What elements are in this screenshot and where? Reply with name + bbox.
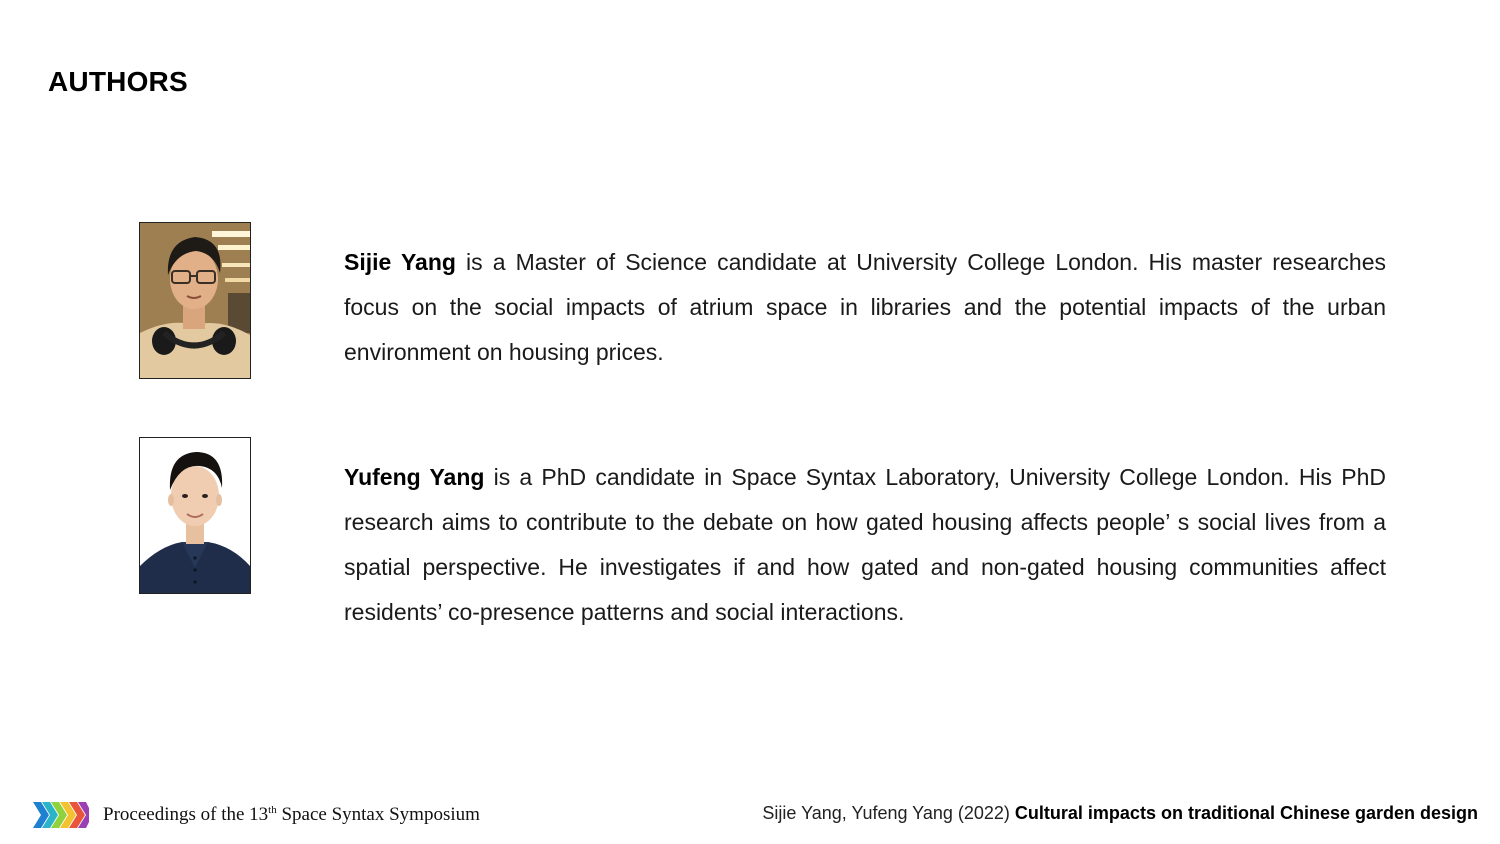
footer-proceedings — [33, 800, 480, 830]
proceedings-label — [103, 804, 480, 826]
proceedings-ordinal: th — [268, 804, 277, 816]
author-bio-text: is a PhD candidate in Space Syntax Laboratory, University College London. His PhD research aims to contribute to the debate on how gated housing affects people’ s social lives from a spatial perspective. He investigates if and how gated and non-gated housing communities affect residents’ co-presence patterns and social interactions. — [344, 464, 1386, 625]
author-bio — [344, 455, 1386, 635]
proceedings-prefix: Proceedings of the 13 — [103, 804, 269, 825]
author-name: Yufeng Yang — [344, 464, 485, 490]
author-bio-text: is a Master of Science candidate at University College London. His master researches focus on the social impacts of atrium space in libraries and the potential impacts of the urban environment on housing prices. — [344, 249, 1386, 365]
author-photo-sijie-yang — [139, 222, 251, 379]
author-bio — [344, 240, 1386, 375]
author-name: Sijie Yang — [344, 249, 456, 275]
paper-title: Cultural impacts on traditional Chinese garden design — [1014, 803, 1478, 823]
page-title: AUTHORS — [48, 66, 188, 97]
footer-citation — [762, 803, 1478, 824]
citation-authors: Sijie Yang, Yufeng Yang (2022) — [762, 803, 1015, 823]
symposium-logo — [33, 800, 89, 830]
proceedings-suffix: Space Syntax Symposium — [276, 804, 480, 825]
author-photo-yufeng-yang — [139, 437, 251, 594]
